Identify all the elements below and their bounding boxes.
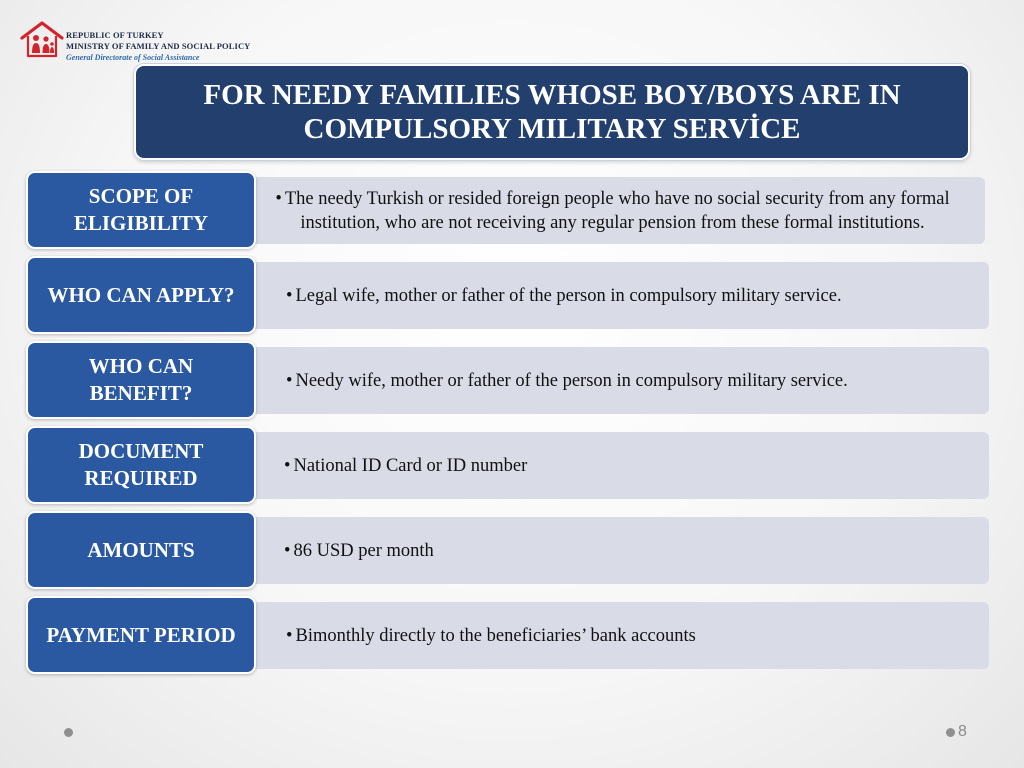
row-label: AMOUNTS — [87, 537, 195, 562]
row-content-box — [240, 432, 989, 499]
info-row-document-required — [0, 426, 1024, 506]
row-content-text — [284, 539, 434, 563]
bullet-icon: • — [284, 455, 291, 476]
row-content-text — [264, 187, 961, 235]
row-content-text — [286, 369, 848, 393]
ministry-logo-icon — [20, 20, 64, 60]
organization-name — [66, 30, 250, 63]
row-text: Legal wife, mother or father of the person in compulsory military service. — [295, 285, 842, 306]
row-label: SCOPE OF ELIGIBILITY — [73, 184, 209, 235]
row-content-box — [240, 517, 989, 584]
row-label-box — [26, 341, 256, 419]
row-text: National ID Card or ID number — [293, 455, 528, 476]
row-label: DOCUMENT REQUIRED — [78, 439, 204, 490]
org-line-3: General Directorate of Social Assistance — [66, 53, 200, 62]
row-label-box — [26, 511, 256, 589]
info-row-payment-period — [0, 596, 1024, 676]
slide-title: FOR NEEDY FAMILIES WHOSE BOY/BOYS ARE IN COMPULSORY MILITARY SERVİCE — [203, 79, 901, 145]
row-content-text — [286, 624, 696, 648]
bullet-icon: • — [286, 285, 293, 306]
row-text: Needy wife, mother or father of the person in compulsory military service. — [295, 370, 848, 391]
row-label-box — [26, 256, 256, 334]
footer-dot-left-icon — [64, 728, 73, 737]
row-label-box — [26, 426, 256, 504]
bullet-icon: • — [286, 370, 293, 391]
bullet-icon: • — [275, 188, 282, 209]
row-content-box — [240, 177, 985, 244]
slide-title-box — [134, 64, 970, 160]
row-label: PAYMENT PERIOD — [46, 622, 236, 647]
row-label-box — [26, 171, 256, 249]
info-row-who-can-benefit — [0, 341, 1024, 421]
row-label-box — [26, 596, 256, 674]
bullet-icon: • — [284, 540, 291, 561]
info-row-who-can-apply — [0, 256, 1024, 336]
row-content-box — [240, 602, 989, 669]
info-row-amounts — [0, 511, 1024, 591]
row-content-box — [240, 347, 989, 414]
row-text: The needy Turkish or resided foreign people who have no social security from any formal institution, who are not receiving any regular pension from these formal institutions. — [284, 188, 950, 233]
row-content-box — [240, 262, 989, 329]
bullet-icon: • — [286, 625, 293, 646]
row-text: 86 USD per month — [293, 540, 434, 561]
footer-dot-right-icon — [946, 728, 955, 737]
row-label: WHO CAN BENEFIT? — [88, 354, 194, 405]
info-row-scope — [0, 171, 1024, 251]
row-content-text — [284, 454, 527, 478]
row-content-text — [286, 284, 842, 308]
row-text: Bimonthly directly to the beneficiaries’ bank accounts — [295, 625, 696, 646]
page-number: 8 — [958, 723, 967, 740]
row-label: WHO CAN APPLY? — [47, 282, 235, 307]
org-line-1: REPUBLIC OF TURKEY — [66, 30, 164, 40]
org-line-2: MINISTRY OF FAMILY AND SOCIAL POLICY — [66, 41, 251, 51]
